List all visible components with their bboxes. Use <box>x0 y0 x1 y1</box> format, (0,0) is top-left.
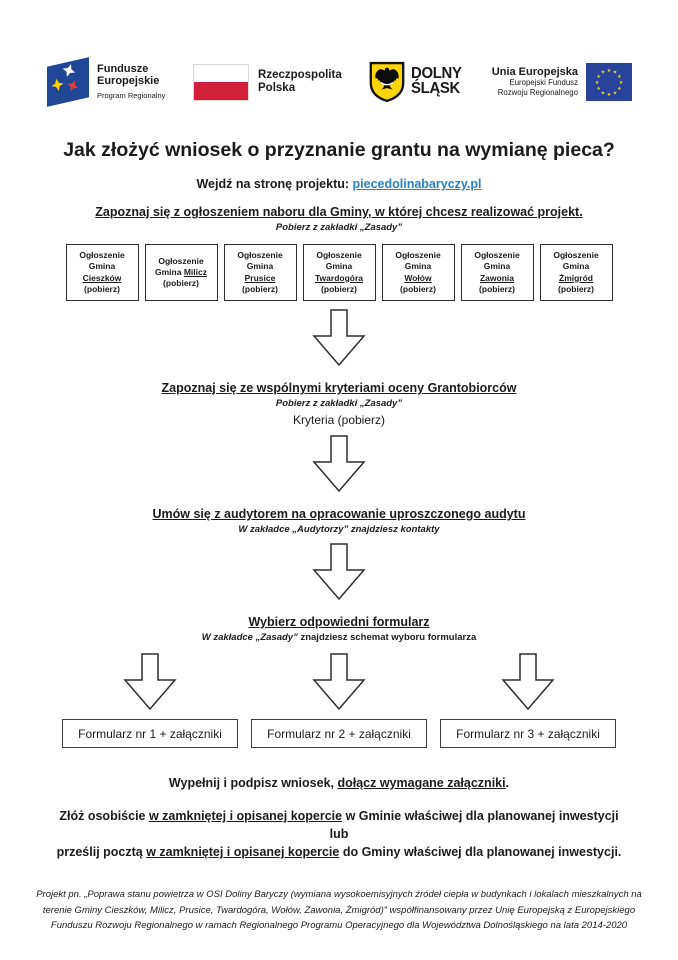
announcement-box-wolow[interactable] <box>382 244 455 301</box>
step4-heading: Wybierz odpowiedni formularz <box>248 615 430 629</box>
box-line: Ogłoszenie <box>158 255 204 266</box>
download-label: (pobierz) <box>242 283 278 294</box>
down-arrow-icon <box>123 653 177 711</box>
box-line: Ogłoszenie <box>79 250 125 261</box>
download-label: (pobierz) <box>163 278 199 289</box>
box-line <box>83 273 122 284</box>
form-box-3[interactable]: Formularz nr 3 + załączniki <box>440 719 616 748</box>
down-arrow-icon <box>312 435 366 493</box>
dolny-slask-line2: ŚLĄSK <box>411 80 461 97</box>
svg-text:★: ★ <box>596 86 601 92</box>
kryteria-download-link[interactable]: Kryteria (pobierz) <box>292 413 386 427</box>
down-arrow-icon <box>501 653 555 711</box>
form-box-2[interactable]: Formularz nr 2 + załączniki <box>251 719 427 748</box>
box-line: Gmina <box>562 261 590 272</box>
gmina-name: Zawonia <box>479 272 514 283</box>
download-label: (pobierz) <box>321 283 357 294</box>
svg-text:★: ★ <box>618 80 624 86</box>
dolny-slask-logo-text <box>411 67 462 96</box>
box-line: Gmina <box>404 261 432 272</box>
svg-text:★: ★ <box>600 69 606 76</box>
gmina-name: Milicz <box>183 266 207 277</box>
svg-text:★: ★ <box>606 68 612 74</box>
svg-text:★: ★ <box>596 74 601 80</box>
logo-rzeczpospolita-polska <box>193 64 342 101</box>
final-line4: prześlij pocztą w zamkniętej i opisanej kopercie do Gminy właściwej dla planowanej inwestycji. <box>56 845 622 860</box>
svg-text:★: ★ <box>617 74 622 80</box>
gmina-name: Wołów <box>404 272 432 283</box>
download-label: (pobierz) <box>84 283 120 294</box>
page-title: Jak złożyć wniosek o przyznanie grantu na wymianę pieca? <box>63 139 615 161</box>
gmina-name: Prusice <box>244 272 276 283</box>
box-line: Gmina <box>325 261 353 272</box>
eu-logo-text <box>492 66 578 97</box>
svg-text:★: ★ <box>606 92 612 98</box>
announcement-box-zawonia[interactable] <box>461 244 534 301</box>
fe-title-line1: Fundusze <box>97 63 149 76</box>
intro-prefix: Wejdź na stronę projektu: <box>196 177 353 191</box>
poland-flag-icon <box>193 64 249 101</box>
announcement-box-prusice[interactable] <box>224 244 297 301</box>
fe-subtitle: Program Regionalny <box>97 90 166 100</box>
box-line <box>404 273 431 284</box>
project-site-link[interactable]: piecedolinabaryczy.pl <box>352 177 482 191</box>
step2 <box>0 381 678 427</box>
fe-title-line2: Europejskie <box>97 75 160 87</box>
step1 <box>0 205 678 233</box>
svg-text:★: ★ <box>612 90 618 97</box>
announcement-box-milicz[interactable] <box>145 244 218 301</box>
announcement-box-twardogora[interactable] <box>303 244 376 301</box>
project-footer-text: Projekt pn. „Poprawa stanu powietrza w OSI Doliny Baryczy (wymiana wysokoemisyjnych źródeł ciepła w budynkach i lokalach mieszkalnych na terenie Gminy Cieszków, Milicz, Prusice, Twardogóra, Wołów, Zawonia, Żmigród)” współfinansowany przez Unię Europejską z Europejskiego Funduszu Rozwoju Regionalnego w ramach Regionalnego Programu Operacyjnego dla Województwa Dolnośląskiego na lata 2014-2020 <box>36 889 642 931</box>
step2-note: Pobierz z zakładki „Zasady” <box>275 398 403 409</box>
step3-heading: Umów się z audytorem na opracowanie uproszczonego audytu <box>152 507 526 521</box>
fe-logo-text <box>97 64 165 100</box>
box-line: Ogłoszenie <box>237 250 283 261</box>
poland-line2: Polska <box>258 82 296 94</box>
announcement-box-cieszkow[interactable] <box>66 244 139 301</box>
box-line <box>315 273 363 284</box>
logo-fundusze-europejskie <box>46 56 165 108</box>
final-line3: lub <box>329 827 349 842</box>
box-line: Ogłoszenie <box>474 250 520 261</box>
gmina-name: Cieszków <box>82 272 122 283</box>
down-arrow-icon <box>312 309 366 367</box>
svg-text:★: ★ <box>612 69 618 76</box>
box-line: Gmina Milicz <box>155 266 207 277</box>
svg-text:★: ★ <box>617 86 622 92</box>
announcement-box-zmigrod[interactable] <box>540 244 613 301</box>
gmina-name: Twardogóra <box>314 272 363 283</box>
final-instructions <box>0 776 678 861</box>
eu-line1: Unia Europejska <box>491 66 578 79</box>
logo-unia-europejska <box>492 63 632 101</box>
box-line <box>559 273 593 284</box>
box-line: Gmina <box>483 261 511 272</box>
box-line <box>480 273 514 284</box>
step4 <box>0 615 678 643</box>
svg-text:★: ★ <box>594 80 600 86</box>
logos-header <box>46 55 632 109</box>
dolny-slask-shield-icon <box>369 61 405 103</box>
down-arrow-icon <box>312 543 366 601</box>
download-label: (pobierz) <box>558 283 594 294</box>
box-line: Ogłoszenie <box>553 250 599 261</box>
fe-flag-icon <box>46 56 90 108</box>
box-line <box>245 273 276 284</box>
box-line: Ogłoszenie <box>395 250 441 261</box>
dolny-slask-line1: DOLNY <box>411 65 463 83</box>
svg-text:★: ★ <box>600 90 606 97</box>
poland-line1: Rzeczpospolita <box>258 69 342 82</box>
download-label: (pobierz) <box>479 283 515 294</box>
download-label: (pobierz) <box>400 283 436 294</box>
step1-heading: Zapoznaj się z ogłoszeniem naboru dla Gminy, w której chcesz realizować projekt. <box>95 205 583 219</box>
announcement-box-row <box>0 244 678 301</box>
poland-logo-text <box>258 69 342 95</box>
form-box-1[interactable]: Formularz nr 1 + załączniki <box>62 719 238 748</box>
eu-line2: Europejski Fundusz <box>509 78 578 88</box>
eu-flag-icon <box>586 63 632 101</box>
form-box-row <box>0 719 678 748</box>
box-line: Gmina <box>246 261 274 272</box>
form-arrows-row <box>0 653 678 711</box>
step1-note: Pobierz z zakładki „Zasady” <box>275 222 403 233</box>
intro-line <box>0 177 678 191</box>
eu-line3: Rozwoju Regionalnego <box>497 88 578 97</box>
step3 <box>0 507 678 535</box>
logo-dolny-slask <box>369 61 464 103</box>
gmina-name: Żmigród <box>559 272 593 283</box>
box-line: Ogłoszenie <box>316 250 362 261</box>
step3-note: W zakładce „Audytorzy” znajdziesz kontakty <box>238 524 440 535</box>
final-line1: Wypełnij i podpisz wniosek, dołącz wymagane załączniki. <box>168 776 510 790</box>
step2-heading: Zapoznaj się ze wspólnymi kryteriami oceny Grantobiorców <box>161 381 517 395</box>
final-line2: Złóż osobiście w zamkniętej i opisanej kopercie w Gminie właściwej dla planowanej inwestycji <box>59 809 619 823</box>
step4-note: W zakładce „Zasady” znajdziesz schemat wyboru formularza <box>201 632 477 643</box>
box-line: Gmina <box>88 261 116 272</box>
down-arrow-icon <box>312 653 366 711</box>
